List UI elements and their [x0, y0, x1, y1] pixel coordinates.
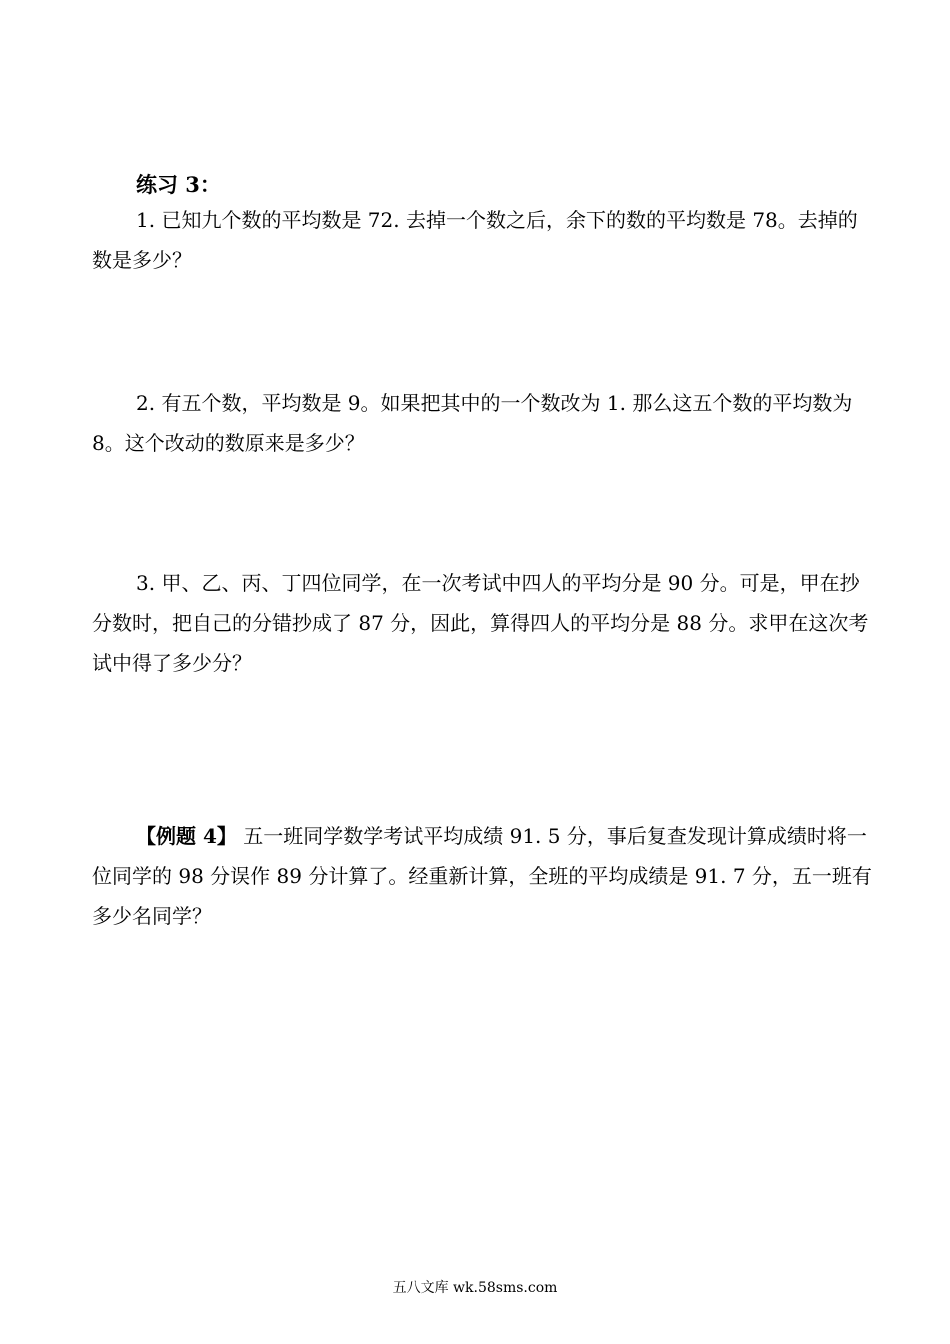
problem-1: 1. 已知九个数的平均数是 72. 去掉一个数之后，余下的数的平均数是 78。去掉的数是多少？: [92, 208, 858, 272]
example-text: 五一班同学数学考试平均成绩 91. 5 分，事后复查发现计算成绩时将一位同学的 98 分误作 89 分计算了。经重新计算，全班的平均成绩是 91. 7 分，五一班有多少名同学？: [92, 824, 872, 928]
example-label: 【例题 4】: [136, 824, 237, 848]
footer-watermark: 五八文库 wk.58sms.com: [392, 1280, 558, 1296]
problem-2: 2. 有五个数，平均数是 9。如果把其中的一个数改为 1. 那么这五个数的平均数为 8。这个改动的数原来是多少？: [92, 391, 853, 455]
example-4: [92, 816, 872, 936]
problem-3: 3. 甲、乙、丙、丁四位同学，在一次考试中四人的平均分是 90 分。可是，甲在抄分数时，把自己的分错抄成了 87 分，因此，算得四人的平均分是 88 分。求甲在这次考试中得了多少分？: [92, 571, 869, 675]
exercise-heading: 练习 3：: [136, 172, 221, 197]
